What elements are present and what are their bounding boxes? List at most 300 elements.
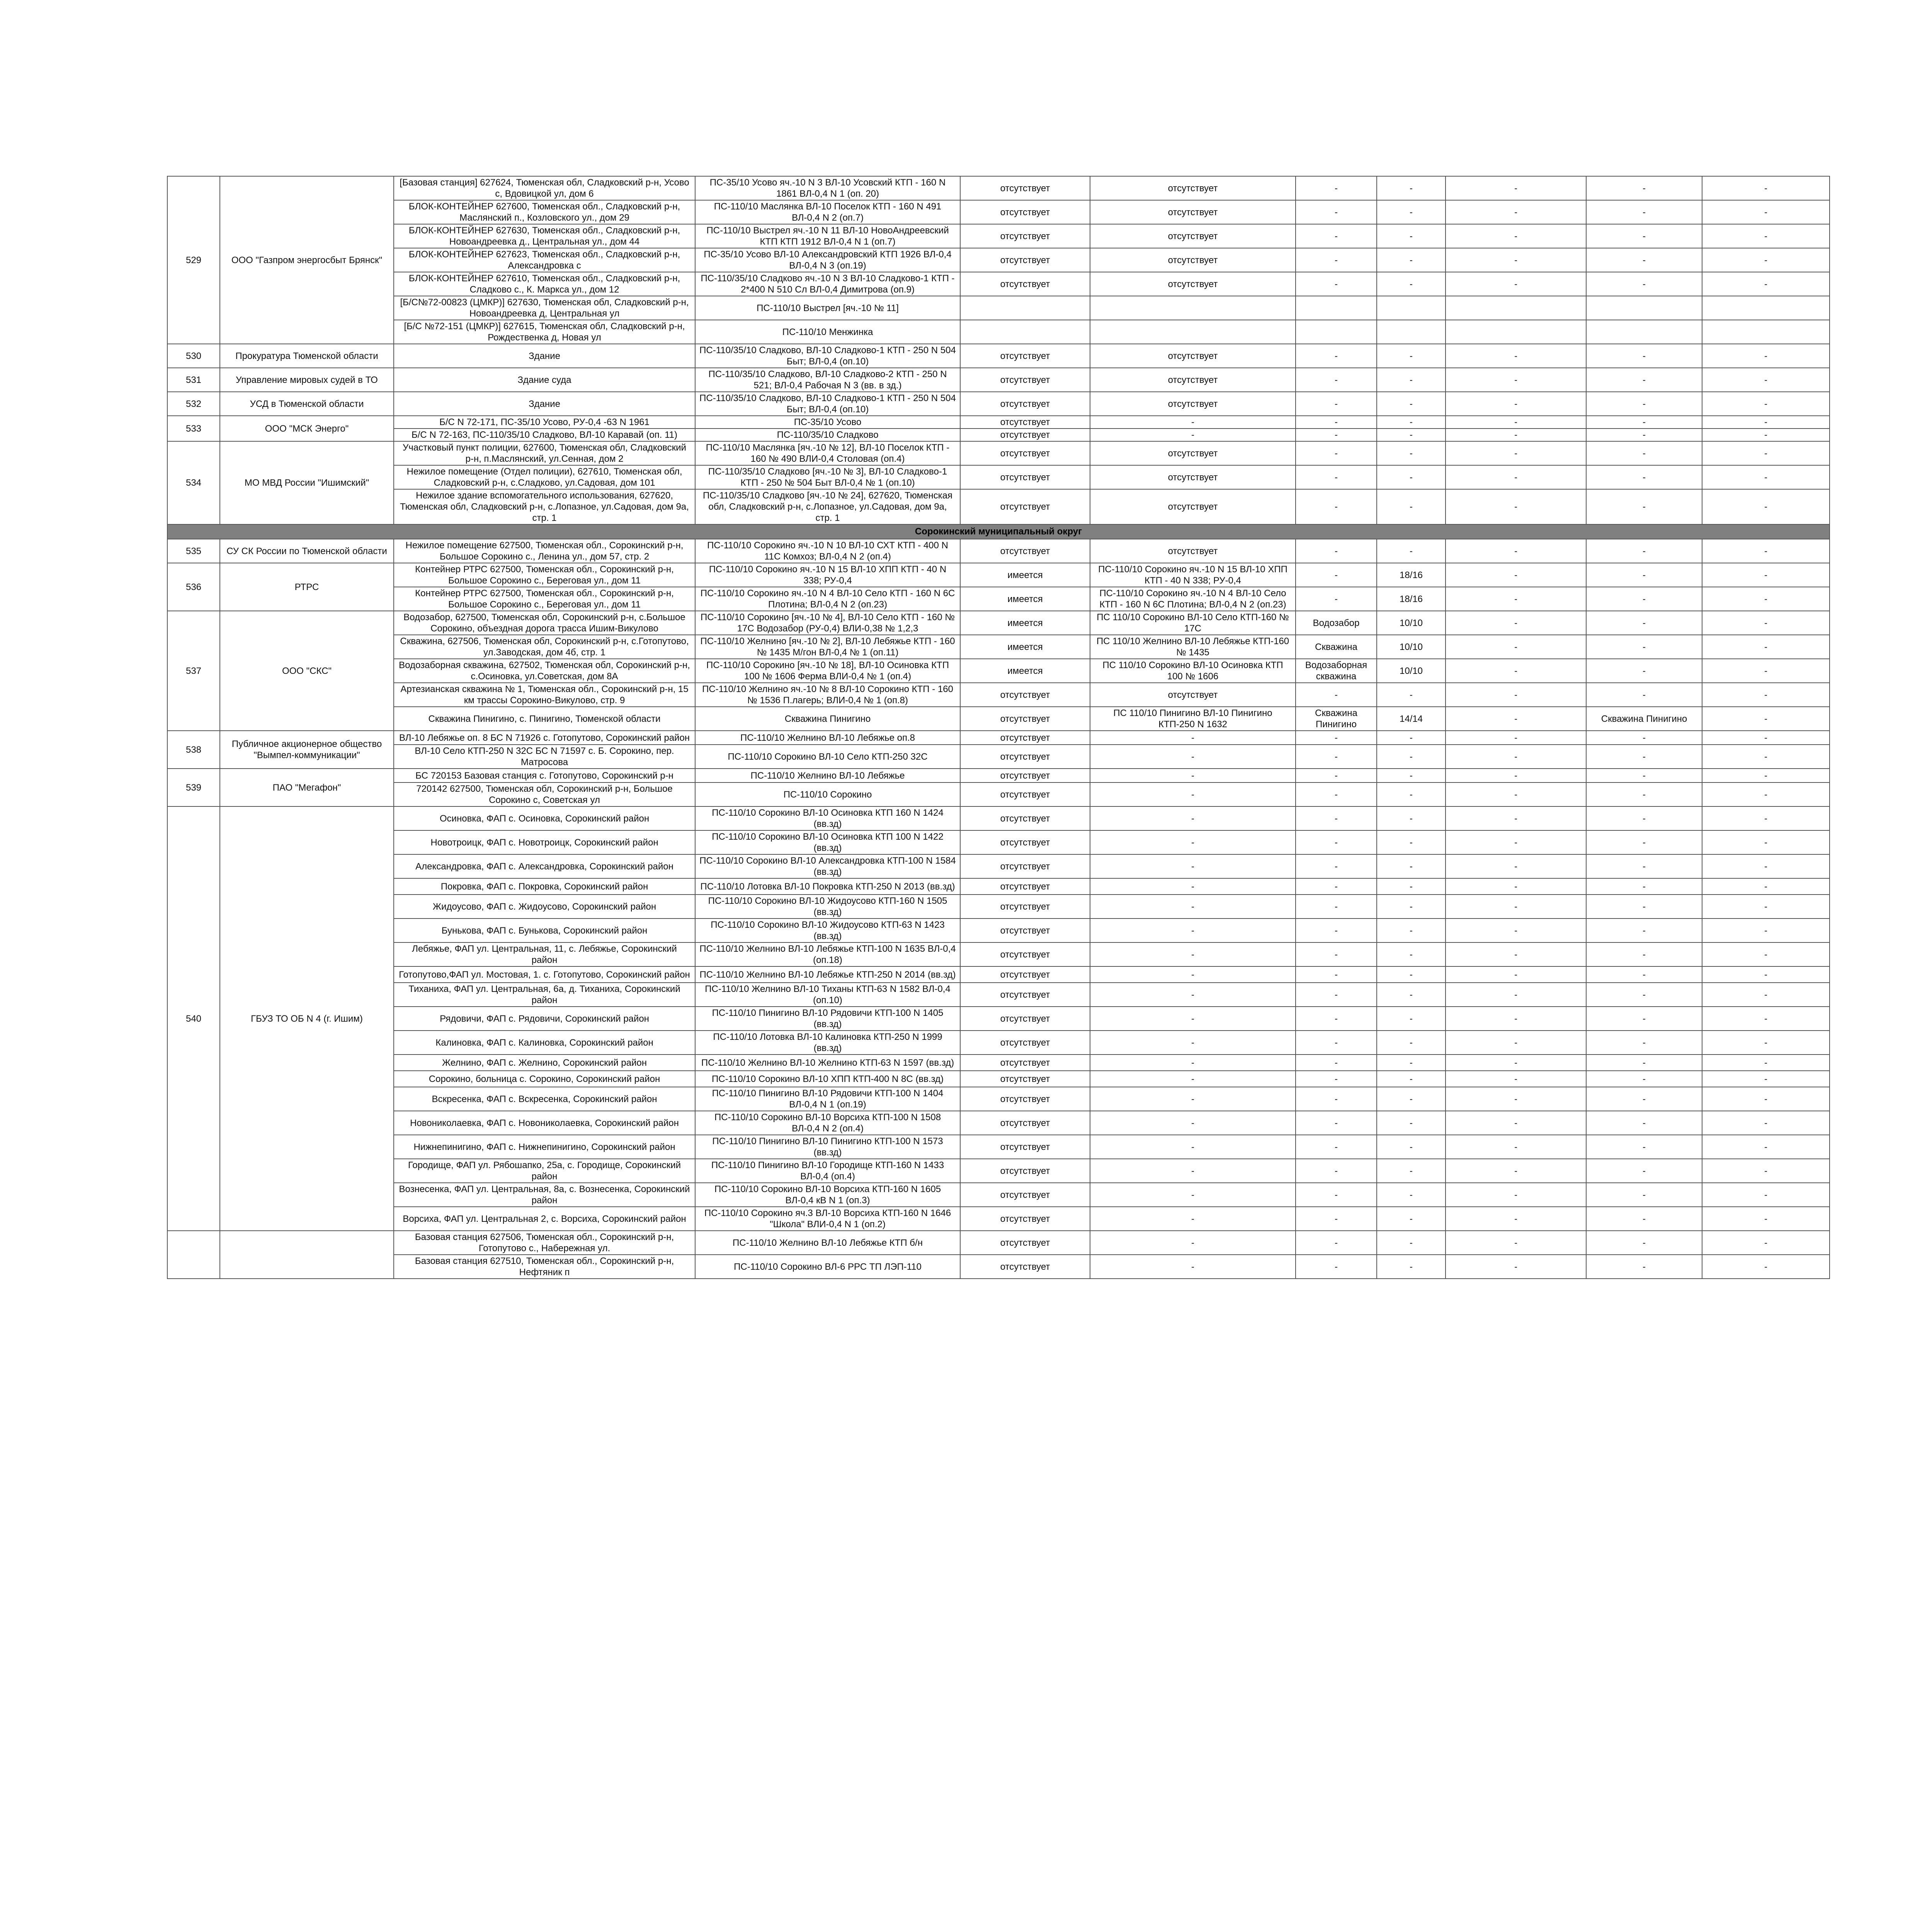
table-cell: 10/10 xyxy=(1377,611,1446,635)
table-cell: Б/С N 72-163, ПС-110/35/10 Сладково, ВЛ-10 Каравай (оп. 11) xyxy=(394,429,695,441)
table-cell: - xyxy=(1296,895,1377,919)
table-cell: - xyxy=(1446,441,1586,465)
table-row xyxy=(167,224,1830,248)
table-cell xyxy=(1446,320,1586,344)
table-cell: - xyxy=(1702,441,1830,465)
table-cell: - xyxy=(1586,248,1702,272)
table-cell: - xyxy=(1702,587,1830,611)
table-cell: - xyxy=(1446,942,1586,966)
table-cell: - xyxy=(1446,731,1586,745)
table-cell: Скважина Пинигино xyxy=(695,707,960,731)
table-cell: - xyxy=(1446,539,1586,563)
table-cell: - xyxy=(1377,854,1446,878)
row-number: 532 xyxy=(167,392,220,416)
table-cell: ВЛ-10 Лебяжье оп. 8 БС N 71926 с. Готопутово, Сорокинский район xyxy=(394,731,695,745)
table-cell: Желнино, ФАП с. Желнино, Сорокинский район xyxy=(394,1055,695,1071)
organization-cell: ООО "СКС" xyxy=(220,611,394,731)
table-row xyxy=(167,1111,1830,1135)
table-cell: - xyxy=(1702,368,1830,392)
table-cell: - xyxy=(1446,1087,1586,1111)
table-cell: ПС-110/10 Пинигино ВЛ-10 Пинигино КТП-100 N 1573 (вв.зд) xyxy=(695,1135,960,1159)
table-cell: отсутствует xyxy=(1090,176,1296,200)
table-cell: - xyxy=(1377,731,1446,745)
table-cell: - xyxy=(1296,966,1377,983)
table-cell: - xyxy=(1586,1231,1702,1255)
table-cell: - xyxy=(1702,1183,1830,1207)
table-cell: - xyxy=(1296,806,1377,830)
table-cell: - xyxy=(1702,416,1830,429)
table-row xyxy=(167,272,1830,296)
table-cell: - xyxy=(1586,224,1702,248)
table-cell: - xyxy=(1586,611,1702,635)
table-cell: отсутствует xyxy=(960,731,1090,745)
table-cell: отсутствует xyxy=(960,429,1090,441)
table-cell: - xyxy=(1377,1007,1446,1031)
table-cell: отсутствует xyxy=(960,966,1090,983)
table-row xyxy=(167,611,1830,635)
table-cell: 18/16 xyxy=(1377,563,1446,587)
table-cell: Сорокино, больница с. Сорокино, Сорокинский район xyxy=(394,1071,695,1087)
table-cell: Осиновка, ФАП с. Осиновка, Сорокинский район xyxy=(394,806,695,830)
table-cell: - xyxy=(1586,635,1702,659)
table-cell: - xyxy=(1446,224,1586,248)
table-cell: отсутствует xyxy=(960,983,1090,1007)
table-cell: - xyxy=(1702,539,1830,563)
table-cell: Скважина, 627506, Тюменская обл, Сорокинский р-н, с.Готопутово, ул.Заводская, дом 4б, стр. 1 xyxy=(394,635,695,659)
table-cell: - xyxy=(1702,919,1830,942)
table-cell: - xyxy=(1296,1031,1377,1055)
table-cell: имеется xyxy=(960,563,1090,587)
table-cell: - xyxy=(1586,731,1702,745)
table-cell: - xyxy=(1586,176,1702,200)
table-cell: - xyxy=(1090,1207,1296,1231)
table-cell: - xyxy=(1586,441,1702,465)
table-cell: - xyxy=(1446,635,1586,659)
table-row xyxy=(167,1255,1830,1279)
table-cell: - xyxy=(1702,942,1830,966)
table-cell: - xyxy=(1446,983,1586,1007)
table-cell: - xyxy=(1090,942,1296,966)
table-cell: - xyxy=(1377,465,1446,489)
table-row xyxy=(167,465,1830,489)
table-cell: Здание xyxy=(394,392,695,416)
table-cell: БС 720153 Базовая станция с. Готопутово, Сорокинский р-н xyxy=(394,769,695,782)
table-cell: отсутствует xyxy=(960,745,1090,769)
table-cell: - xyxy=(1446,878,1586,895)
table-cell: - xyxy=(1702,854,1830,878)
table-cell: - xyxy=(1446,769,1586,782)
table-cell: Водозаборная скважина, 627502, Тюменская обл, Сорокинский р-н, с.Осиновка, ул.Советская, дом 8А xyxy=(394,659,695,683)
table-cell xyxy=(1586,320,1702,344)
table-cell: - xyxy=(1446,1135,1586,1159)
table-cell: - xyxy=(1586,806,1702,830)
table-cell xyxy=(1090,296,1296,320)
table-cell: - xyxy=(1586,1207,1702,1231)
table-cell: отсутствует xyxy=(1090,272,1296,296)
table-cell: - xyxy=(1702,1159,1830,1183)
data-table xyxy=(167,176,1830,1279)
table-cell: ПС-110/10 Сорокино яч.-10 N 15 ВЛ-10 ХПП КТП - 40 N 338; РУ-0,4 xyxy=(1090,563,1296,587)
organization-cell: УСД в Тюменской области xyxy=(220,392,394,416)
table-cell: - xyxy=(1377,272,1446,296)
table-cell: - xyxy=(1446,368,1586,392)
organization-cell: Прокуратура Тюменской области xyxy=(220,344,394,368)
section-header-row xyxy=(167,524,1830,539)
table-cell: - xyxy=(1446,895,1586,919)
row-number: 531 xyxy=(167,368,220,392)
table-cell: [Базовая станция] 627624, Тюменская обл, Сладковский р-н, Усово с, Вдовицкой ул, дом 6 xyxy=(394,176,695,200)
table-cell: отсутствует xyxy=(960,1207,1090,1231)
table-cell: - xyxy=(1446,1159,1586,1183)
table-cell: Водозабор xyxy=(1296,611,1377,635)
table-cell: ПС-110/10 Сорокино ВЛ-6 РРС ТП ЛЭП-110 xyxy=(695,1255,960,1279)
table-cell: - xyxy=(1377,942,1446,966)
table-cell: отсутствует xyxy=(960,707,1090,731)
table-cell: - xyxy=(1446,344,1586,368)
table-cell: - xyxy=(1296,176,1377,200)
table-cell: - xyxy=(1090,731,1296,745)
table-cell: Водозабор, 627500, Тюменская обл, Сорокинский р-н, с.Большое Сорокино, объездная дорога трасса Ишим-Викулово xyxy=(394,611,695,635)
table-cell: ПС-110/10 Сорокино ВЛ-10 Село КТП-250 32С xyxy=(695,745,960,769)
table-cell: - xyxy=(1586,1135,1702,1159)
table-cell: - xyxy=(1702,344,1830,368)
table-cell: - xyxy=(1446,429,1586,441)
table-cell: - xyxy=(1377,489,1446,524)
table-cell: отсутствует xyxy=(960,1231,1090,1255)
table-cell: - xyxy=(1446,782,1586,806)
table-cell: БЛОК-КОНТЕЙНЕР 627630, Тюменская обл., Сладковский р-н, Новоандреевка д., Центральная ул., дом 44 xyxy=(394,224,695,248)
table-cell xyxy=(1090,320,1296,344)
table-cell: Бунькова, ФАП с. Бунькова, Сорокинский район xyxy=(394,919,695,942)
table-cell: Ворсиха, ФАП ул. Центральная 2, с. Ворсиха, Сорокинский район xyxy=(394,1207,695,1231)
table-cell: Нежилое здание вспомогательного использования, 627620, Тюменская обл, Сладковский р-н, с.Лопазное, ул.Садовая, дом 9а, стр. 1 xyxy=(394,489,695,524)
table-cell: имеется xyxy=(960,587,1090,611)
table-cell: ПС-35/10 Усово xyxy=(695,416,960,429)
table-cell: ПС-110/10 Сорокино ВЛ-10 Осиновка КТП 100 N 1422 (вв.зд) xyxy=(695,830,960,854)
table-cell: ПС-110/10 Выстрел яч.-10 N 11 ВЛ-10 НовоАндреевский КТП КТП 1912 ВЛ-0,4 N 1 (оп.7) xyxy=(695,224,960,248)
table-row xyxy=(167,368,1830,392)
table-cell: - xyxy=(1446,919,1586,942)
table-cell: Новотроицк, ФАП с. Новотроицк, Сорокинский район xyxy=(394,830,695,854)
table-cell xyxy=(1296,320,1377,344)
table-row xyxy=(167,878,1830,895)
table-cell xyxy=(1296,296,1377,320)
table-cell: ПС-110/10 Желнино ВЛ-10 Лебяжье КТП-250 N 2014 (вв.зд) xyxy=(695,966,960,983)
table-cell: - xyxy=(1090,1111,1296,1135)
table-row xyxy=(167,429,1830,441)
table-cell: [Б/С №72-151 (ЦМКР)] 627615, Тюменская обл, Сладковский р-н, Рождественка д, Новая ул xyxy=(394,320,695,344)
table-cell: - xyxy=(1296,489,1377,524)
table-cell: - xyxy=(1090,1135,1296,1159)
table-cell: отсутствует xyxy=(960,441,1090,465)
table-cell: - xyxy=(1377,176,1446,200)
table-cell: ПС-110/10 Сорокино ВЛ-10 Осиновка КТП 160 N 1424 (вв.зд) xyxy=(695,806,960,830)
table-cell: 10/10 xyxy=(1377,659,1446,683)
table-row xyxy=(167,587,1830,611)
table-cell: - xyxy=(1446,1031,1586,1055)
table-cell: отсутствует xyxy=(1090,441,1296,465)
table-row xyxy=(167,966,1830,983)
table-row xyxy=(167,635,1830,659)
table-cell: ПС-110/10 Сорокино яч.-10 N 4 ВЛ-10 Село КТП - 160 N 6С Плотина; ВЛ-0,4 N 2 (оп.23) xyxy=(695,587,960,611)
table-cell: - xyxy=(1296,1207,1377,1231)
table-cell: отсутствует xyxy=(960,368,1090,392)
table-cell: - xyxy=(1446,1071,1586,1087)
table-cell: ПС-110/35/10 Сладково [яч.-10 № 24], 627620, Тюменская обл, Сладковский р-н, с.Лопазное, ул.Садовая, дом 9а, стр. 1 xyxy=(695,489,960,524)
table-cell: - xyxy=(1446,830,1586,854)
table-cell: Нежилое помещение (Отдел полиции), 627610, Тюменская обл, Сладковский р-н, с.Сладково, ул.Садовая, дом 101 xyxy=(394,465,695,489)
table-cell: ПС-110/10 Сорокино ВЛ-10 Жидоусово КТП-63 N 1423 (вв.зд) xyxy=(695,919,960,942)
table-cell: - xyxy=(1296,769,1377,782)
table-cell: ПС-110/10 Сорокино ВЛ-10 Александровка КТП-100 N 1584 (вв.зд) xyxy=(695,854,960,878)
table-cell: - xyxy=(1586,1007,1702,1031)
table-cell: - xyxy=(1296,587,1377,611)
table-cell: - xyxy=(1377,806,1446,830)
table-cell: Городище, ФАП ул. Рябошапко, 25а, с. Городище, Сорокинский район xyxy=(394,1159,695,1183)
table-row xyxy=(167,563,1830,587)
table-cell: - xyxy=(1446,683,1586,707)
table-cell: ПС-110/10 Лотовка ВЛ-10 Покровка КТП-250 N 2013 (вв.зд) xyxy=(695,878,960,895)
table-cell: - xyxy=(1090,895,1296,919)
table-cell: - xyxy=(1446,1231,1586,1255)
table-cell: - xyxy=(1702,707,1830,731)
table-cell: отсутствует xyxy=(960,1159,1090,1183)
table-cell: - xyxy=(1586,1071,1702,1087)
table-cell: - xyxy=(1377,429,1446,441)
table-cell: - xyxy=(1586,587,1702,611)
table-cell: - xyxy=(1446,1255,1586,1279)
table-cell: - xyxy=(1446,465,1586,489)
table-cell: отсутствует xyxy=(960,1071,1090,1087)
table-cell: - xyxy=(1446,1007,1586,1031)
table-row xyxy=(167,895,1830,919)
table-row xyxy=(167,1007,1830,1031)
table-row xyxy=(167,1135,1830,1159)
table-cell: - xyxy=(1702,1207,1830,1231)
table-cell: отсутствует xyxy=(960,942,1090,966)
table-cell: - xyxy=(1296,745,1377,769)
table-cell: - xyxy=(1702,1055,1830,1071)
table-cell: - xyxy=(1702,1087,1830,1111)
table-cell: отсутствует xyxy=(960,782,1090,806)
table-cell: - xyxy=(1702,392,1830,416)
table-row xyxy=(167,441,1830,465)
table-cell: - xyxy=(1377,368,1446,392)
table-cell: - xyxy=(1090,769,1296,782)
table-cell: отсутствует xyxy=(960,878,1090,895)
table-cell: - xyxy=(1586,1055,1702,1071)
table-cell: Новониколаевка, ФАП с. Новониколаевка, Сорокинский район xyxy=(394,1111,695,1135)
table-row xyxy=(167,745,1830,769)
table-cell xyxy=(1702,320,1830,344)
table-cell: - xyxy=(1586,854,1702,878)
table-cell: - xyxy=(1377,1111,1446,1135)
organization-cell: МО МВД России "Ишимский" xyxy=(220,441,394,524)
table-cell xyxy=(960,320,1090,344)
table-cell: - xyxy=(1586,200,1702,224)
table-cell: отсутствует xyxy=(960,1135,1090,1159)
table-row xyxy=(167,176,1830,200)
table-cell: - xyxy=(1377,344,1446,368)
table-cell: - xyxy=(1702,745,1830,769)
table-cell: отсутствует xyxy=(1090,683,1296,707)
table-cell: - xyxy=(1446,966,1586,983)
row-number: 529 xyxy=(167,176,220,344)
table-cell: - xyxy=(1446,1183,1586,1207)
table-cell: - xyxy=(1586,1087,1702,1111)
table-cell: - xyxy=(1090,1159,1296,1183)
table-row xyxy=(167,200,1830,224)
table-cell: ПС-110/10 Желнино яч.-10 № 8 ВЛ-10 Сорокино КТП - 160 № 1536 П.лагерь; ВЛИ-0,4 № 1 (оп.8) xyxy=(695,683,960,707)
table-cell: - xyxy=(1377,966,1446,983)
table-cell: - xyxy=(1702,782,1830,806)
table-cell: - xyxy=(1296,465,1377,489)
table-cell: - xyxy=(1296,1135,1377,1159)
table-cell: ПС-110/10 Сорокино яч.-10 N 10 ВЛ-10 СХТ КТП - 400 N 11С Комхоз; ВЛ-0,4 N 2 (оп.4) xyxy=(695,539,960,563)
table-cell: - xyxy=(1586,983,1702,1007)
table-cell: - xyxy=(1296,441,1377,465)
table-cell: - xyxy=(1586,942,1702,966)
table-cell: - xyxy=(1702,983,1830,1007)
table-cell xyxy=(1702,296,1830,320)
organization-cell xyxy=(220,1231,394,1279)
table-cell: ПС-110/35/10 Сладково, ВЛ-10 Сладково-1 КТП - 250 N 504 Быт; ВЛ-0,4 (оп.10) xyxy=(695,344,960,368)
table-cell: Лебяжье, ФАП ул. Центральная, 11, с. Лебяжье, Сорокинский район xyxy=(394,942,695,966)
table-cell: - xyxy=(1296,563,1377,587)
table-cell: отсутствует xyxy=(1090,489,1296,524)
table-cell: - xyxy=(1702,248,1830,272)
table-cell: - xyxy=(1090,782,1296,806)
table-cell: Нежилое помещение 627500, Тюменская обл., Сорокинский р-н, Большое Сорокино с., Ленина ул., дом 57, стр. 2 xyxy=(394,539,695,563)
table-cell: - xyxy=(1446,707,1586,731)
table-cell: - xyxy=(1296,731,1377,745)
table-cell: ПС-110/10 Желнино ВЛ-10 Тиханы КТП-63 N 1582 ВЛ-0,4 (оп.10) xyxy=(695,983,960,1007)
table-cell: имеется xyxy=(960,611,1090,635)
table-cell: - xyxy=(1377,683,1446,707)
table-cell: ПС-110/10 Сорокино ВЛ-10 Ворсиха КТП-100 N 1508 ВЛ-0,4 N 2 (оп.4) xyxy=(695,1111,960,1135)
table-cell: БЛОК-КОНТЕЙНЕР 627623, Тюменская обл., Сладковский р-н, Александровка с xyxy=(394,248,695,272)
table-cell: Покровка, ФАП с. Покровка, Сорокинский район xyxy=(394,878,695,895)
table-cell: ПС-110/35/10 Сладково яч.-10 N 3 ВЛ-10 Сладково-1 КТП - 2*400 N 510 Сл ВЛ-0,4 Димитрова (оп.9) xyxy=(695,272,960,296)
table-row xyxy=(167,782,1830,806)
table-cell: - xyxy=(1377,1255,1446,1279)
table-cell: - xyxy=(1586,539,1702,563)
table-cell: - xyxy=(1586,272,1702,296)
table-cell: - xyxy=(1377,200,1446,224)
table-cell: отсутствует xyxy=(960,539,1090,563)
table-cell: - xyxy=(1090,745,1296,769)
table-cell: - xyxy=(1296,782,1377,806)
organization-cell: Публичное акционерное общество "Вымпел-коммуникации" xyxy=(220,731,394,769)
table-cell: - xyxy=(1586,745,1702,769)
table-cell: отсутствует xyxy=(960,895,1090,919)
table-cell: - xyxy=(1377,441,1446,465)
table-cell: - xyxy=(1296,1231,1377,1255)
table-cell: - xyxy=(1702,465,1830,489)
table-cell: отсутствует xyxy=(960,1255,1090,1279)
row-number: 534 xyxy=(167,441,220,524)
table-cell: - xyxy=(1702,611,1830,635)
table-cell: отсутствует xyxy=(960,465,1090,489)
table-cell: ПС-35/10 Усово ВЛ-10 Александровский КТП 1926 ВЛ-0,4 ВЛ-0,4 N 3 (оп.19) xyxy=(695,248,960,272)
table-cell: - xyxy=(1296,1087,1377,1111)
table-cell: - xyxy=(1090,966,1296,983)
table-cell: - xyxy=(1702,1255,1830,1279)
table-cell: - xyxy=(1296,200,1377,224)
organization-cell: Управление мировых судей в ТО xyxy=(220,368,394,392)
table-cell: отсутствует xyxy=(960,683,1090,707)
table-row xyxy=(167,1207,1830,1231)
organization-cell: ООО "МСК Энерго" xyxy=(220,416,394,441)
table-cell: - xyxy=(1702,769,1830,782)
table-cell: - xyxy=(1586,429,1702,441)
table-cell: - xyxy=(1377,392,1446,416)
table-row xyxy=(167,707,1830,731)
table-cell: - xyxy=(1586,489,1702,524)
organization-cell: ООО "Газпром энергосбыт Брянск" xyxy=(220,176,394,344)
table-cell: - xyxy=(1446,563,1586,587)
table-cell: ПС-110/10 Менжинка xyxy=(695,320,960,344)
row-number: 538 xyxy=(167,731,220,769)
table-cell: - xyxy=(1377,1071,1446,1087)
table-cell: - xyxy=(1586,769,1702,782)
table-cell: ПС-110/35/10 Сладково [яч.-10 № 3], ВЛ-10 Сладково-1 КТП - 250 № 504 Быт ВЛ-0,4 № 1 (оп.10) xyxy=(695,465,960,489)
table-row xyxy=(167,1183,1830,1207)
table-cell: - xyxy=(1090,1183,1296,1207)
table-cell: Готопутово,ФАП ул. Мостовая, 1. с. Готопутово, Сорокинский район xyxy=(394,966,695,983)
organization-cell: ГБУЗ ТО ОБ N 4 (г. Ишим) xyxy=(220,806,394,1231)
table-cell: - xyxy=(1586,782,1702,806)
table-cell: - xyxy=(1090,1087,1296,1111)
table-cell: отсутствует xyxy=(960,1031,1090,1055)
table-cell: Александровка, ФАП с. Александровка, Сорокинский район xyxy=(394,854,695,878)
table-cell: - xyxy=(1586,1031,1702,1055)
table-cell: отсутствует xyxy=(960,1111,1090,1135)
table-cell: ВЛ-10 Село КТП-250 N 32С БС N 71597 с. Б. Сорокино, пер. Матросова xyxy=(394,745,695,769)
table-cell: Артезианская скважина № 1, Тюменская обл., Сорокинский р-н, 15 км трассы Сорокино-Викулово, стр. 9 xyxy=(394,683,695,707)
table-cell: - xyxy=(1377,1183,1446,1207)
table-cell: отсутствует xyxy=(960,392,1090,416)
organization-cell: ПАО "Мегафон" xyxy=(220,769,394,806)
table-cell: отсутствует xyxy=(960,224,1090,248)
table-cell: - xyxy=(1296,539,1377,563)
table-cell: - xyxy=(1377,878,1446,895)
table-cell: - xyxy=(1377,416,1446,429)
table-cell: Рядовичи, ФАП с. Рядовичи, Сорокинский район xyxy=(394,1007,695,1031)
table-cell: отсутствует xyxy=(960,416,1090,429)
table-cell: - xyxy=(1296,854,1377,878)
table-cell: отсутствует xyxy=(960,769,1090,782)
table-row xyxy=(167,806,1830,830)
table-cell: - xyxy=(1446,1207,1586,1231)
table-cell: - xyxy=(1586,895,1702,919)
table-cell: - xyxy=(1377,1031,1446,1055)
table-row xyxy=(167,1055,1830,1071)
table-row xyxy=(167,392,1830,416)
table-cell: 10/10 xyxy=(1377,635,1446,659)
table-cell: - xyxy=(1090,919,1296,942)
table-cell: ПС-110/35/10 Сладково xyxy=(695,429,960,441)
table-cell: - xyxy=(1586,878,1702,895)
table-cell: - xyxy=(1296,1055,1377,1071)
table-cell: - xyxy=(1090,806,1296,830)
section-title: Сорокинский муниципальный округ xyxy=(167,524,1830,539)
table-row xyxy=(167,683,1830,707)
table-cell: БЛОК-КОНТЕЙНЕР 627610, Тюменская обл., Сладковский р-н, Сладково с., К. Маркса ул., дом 12 xyxy=(394,272,695,296)
table-cell: ПС-110/10 Лотовка ВЛ-10 Калиновка КТП-250 N 1999 (вв.зд) xyxy=(695,1031,960,1055)
table-cell: Жидоусово, ФАП с. Жидоусово, Сорокинский район xyxy=(394,895,695,919)
table-cell: - xyxy=(1296,1007,1377,1031)
